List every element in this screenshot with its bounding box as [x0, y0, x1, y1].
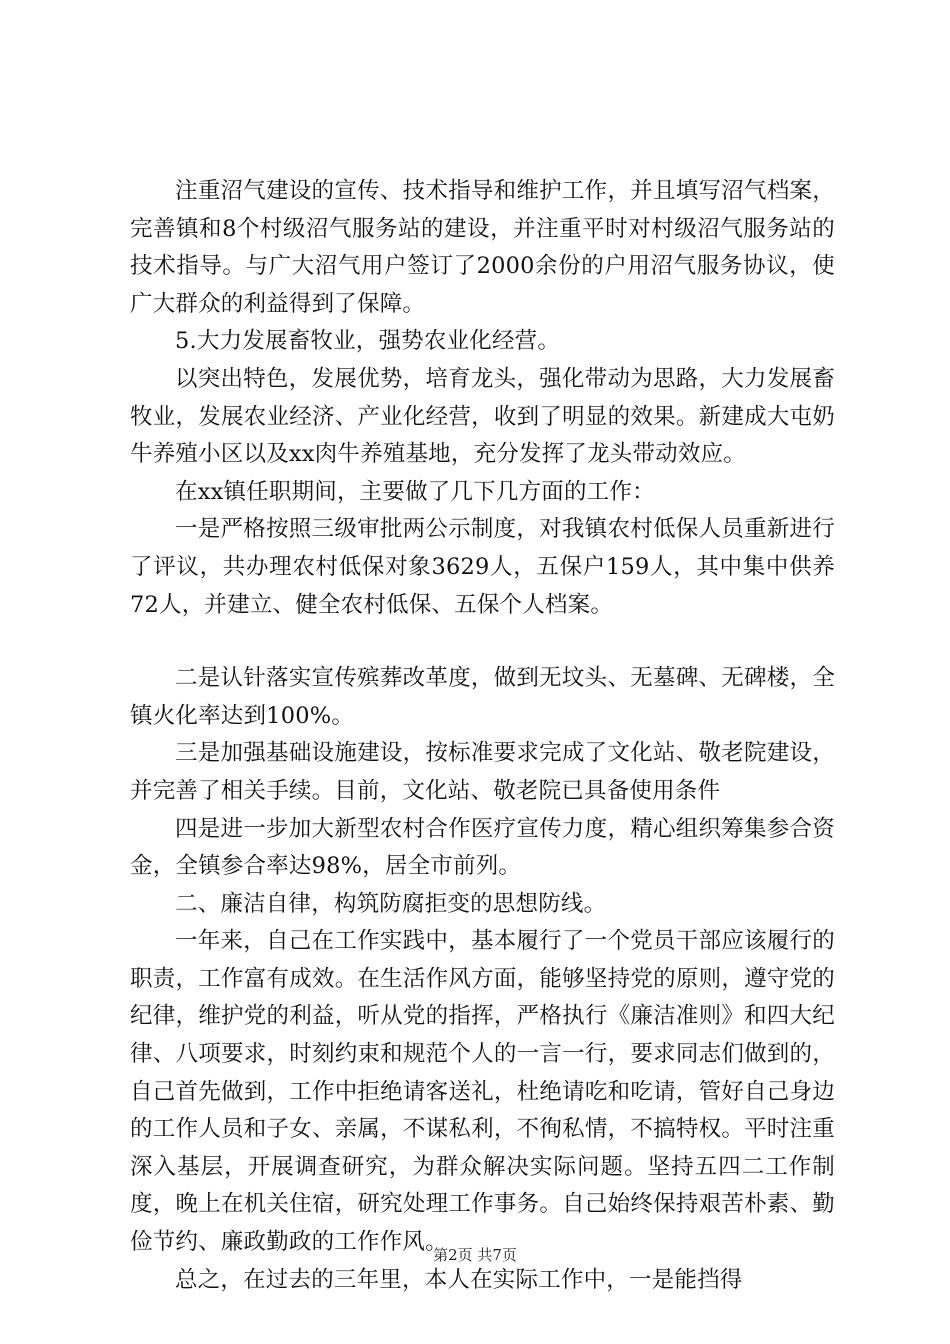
paragraph-livestock-development: 以突出特色，发展优势，培育龙头，强化带动为思路，大力发展畜牧业，发展农业经济、产业化经营，收到了明显的效果。新建成大屯奶牛养殖小区以及xx肉牛养殖基地，充分发挥了龙头带动效应。 — [130, 365, 835, 468]
paragraph-heading-livestock: 5.大力发展畜牧业，强势农业化经营。 — [175, 328, 561, 355]
paragraph-item-four-medical-care: 四是进一步加大新型农村合作医疗宣传力度，精心组织筹集参合资金，全镇参合率达98%，居全市前列。 — [130, 815, 835, 880]
paragraph-item-one-subsistence: 一是严格按照三级审批两公示制度，对我镇农村低保人员重新进行了评议，共办理农村低保对象3629人，五保户159人，其中集中供养72人，并建立、健全农村低保、五保个人档案。 — [130, 516, 835, 618]
paragraph-tenure-intro: 在xx镇任职期间，主要做了几下几方面的工作： — [175, 478, 655, 505]
paragraph-item-three-infrastructure: 三是加强基础设施建设，按标准要求完成了文化站、敬老院建设，并完善了相关手续。目前，文化站、敬老院已具备使用条件 — [130, 740, 835, 804]
paragraph-heading-integrity: 二、廉洁自律，构筑防腐拒变的思想防线。 — [175, 890, 607, 917]
paragraph-item-two-funeral-reform: 二是认针落实宣传殡葬改革度，做到无坟头、无墓碑、无碑楼，全镇火化率达到100%。 — [130, 665, 835, 729]
paragraph-biogas-service: 注重沼气建设的宣传、技术指导和维护工作，并且填写沼气档案，完善镇和8个村级沼气服务站的建设，并注重平时对村级沼气服务站的技术指导。与广大沼气用户签订了2000余份的户用沼气服务协议，使广大群众的利益得到了保障。 — [130, 178, 835, 317]
paragraph-summary: 总之，在过去的三年里，本人在实际工作中，一是能挡得 — [175, 1266, 743, 1293]
page-number-footer: 第2页 共7页 — [433, 1246, 517, 1264]
document-body — [130, 173, 835, 1299]
paragraph-integrity-details: 一年来，自己在工作实践中，基本履行了一个党员干部应该履行的职责，工作富有成效。在生活作风方面，能够坚持党的原则，遵守党的纪律，维护党的利益，听从党的指挥，严格执行《廉洁准则》和四大纪律、八项要求，时刻约束和规范个人的一言一行，要求同志们做到的，自己首先做到，工作中拒绝请客送礼，杜绝请吃和吃请，管好自己身边的工作人员和子女、亲属，不谋私利，不徇私情，不搞特权。平时注重深入基层，开展调查研究，为群众解决实际问题。坚持五四二工作制度，晚上在机关住宿，研究处理工作事务。自己始终保持艰苦朴素、勤俭节约、廉政勤政的工作作风。 — [130, 928, 835, 1256]
